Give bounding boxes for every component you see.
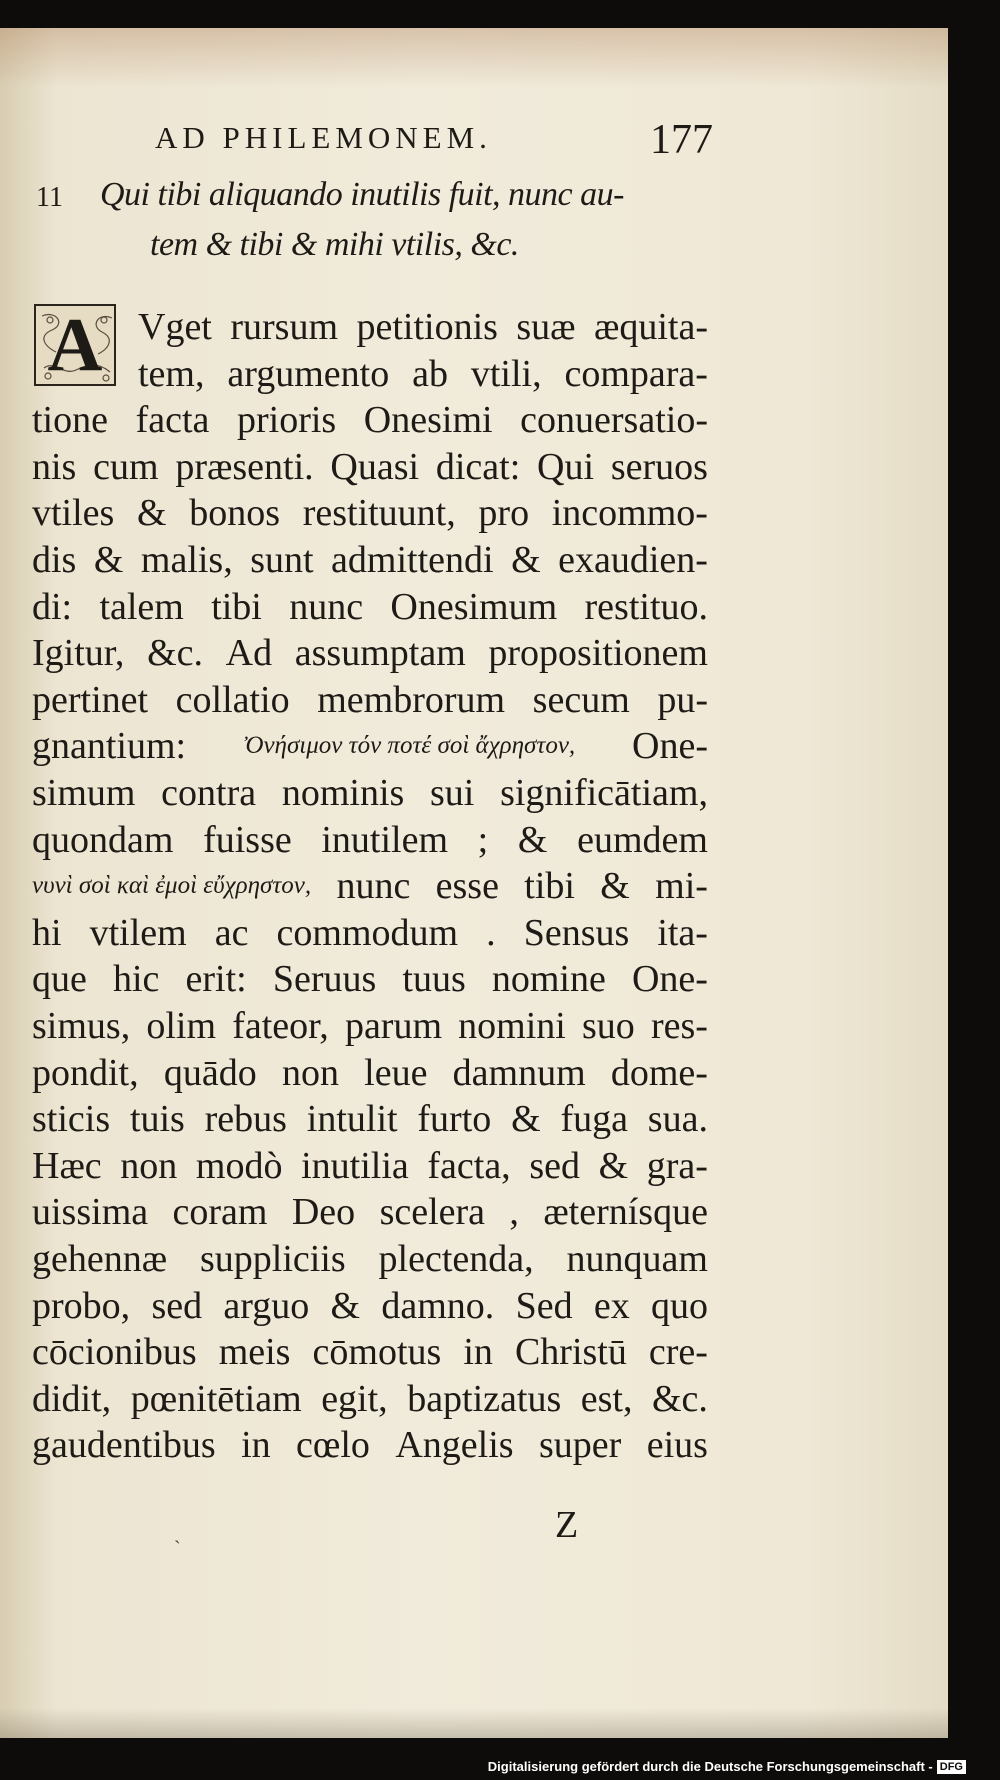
body-text-line <box>32 1236 708 1282</box>
word: suo <box>582 1005 635 1047</box>
word: bonos <box>189 492 281 535</box>
word: tibi <box>524 865 575 908</box>
body-text-line <box>32 397 708 443</box>
word: pro <box>478 492 530 535</box>
word: Igitur, <box>32 632 125 675</box>
word: Sed <box>515 1284 573 1327</box>
body-text-line <box>32 1376 708 1422</box>
body-text-line <box>32 817 708 863</box>
word: plectenda, <box>378 1238 534 1280</box>
word: probo, <box>32 1284 131 1327</box>
word: in <box>463 1331 493 1374</box>
word: baptizatus <box>407 1377 562 1420</box>
digitization-credit <box>488 1759 966 1774</box>
word: sunt <box>250 539 314 581</box>
word: One- <box>631 958 708 1001</box>
word: olim <box>146 1005 217 1047</box>
word: cōcionibus <box>32 1331 197 1374</box>
word: vtilem <box>89 911 187 954</box>
word: mi- <box>655 865 708 908</box>
dfg-logo: DFG <box>937 1760 966 1774</box>
word: inutilia <box>301 1144 409 1187</box>
word: & <box>517 818 548 861</box>
word: suæ <box>516 306 576 348</box>
word: propositionem <box>488 632 708 675</box>
word: arguo <box>223 1284 310 1327</box>
word: Ad <box>225 632 273 675</box>
word: inutilem <box>321 818 449 861</box>
body-text-line <box>32 956 708 1002</box>
body-text-line <box>32 910 708 956</box>
word: damno. <box>381 1284 495 1327</box>
page-number: 177 <box>650 117 713 163</box>
word: hic <box>112 958 160 1001</box>
word: coram <box>172 1191 268 1234</box>
word: sed <box>529 1144 580 1187</box>
word: & <box>93 539 124 581</box>
word: nis <box>32 445 77 488</box>
word: & <box>511 539 541 581</box>
word: in <box>241 1424 271 1467</box>
word: furto <box>417 1098 492 1141</box>
word: commodum <box>276 911 459 954</box>
word: Quasi <box>330 445 420 488</box>
word: res- <box>650 1005 708 1047</box>
word: petitionis <box>356 306 498 348</box>
word: talem <box>99 585 184 628</box>
word: Seruus <box>272 958 377 1001</box>
word: suppliciis <box>199 1238 346 1280</box>
word: est, <box>580 1377 633 1420</box>
body-text-line <box>32 1050 708 1096</box>
word: quādo <box>163 1051 257 1094</box>
word: malis, <box>140 539 233 581</box>
word: nomini <box>458 1005 566 1047</box>
word: fateor, <box>232 1005 329 1047</box>
body-text-line <box>32 1096 708 1142</box>
word: quo <box>651 1284 708 1327</box>
word: facta <box>135 399 210 442</box>
word: uissima <box>32 1191 149 1234</box>
drop-cap-letter: A <box>47 303 103 387</box>
credit-text: Digitalisierung gefördert durch die Deutsche Forschungsgemeinschaft - <box>487 1759 933 1774</box>
word: & <box>598 1144 629 1187</box>
word: tibi <box>211 585 262 628</box>
word: vtiles <box>32 492 115 535</box>
body-text-line <box>32 584 708 630</box>
body-text-line <box>32 770 708 816</box>
word: sed <box>151 1284 203 1327</box>
word: tuis <box>129 1098 185 1141</box>
word: Deo <box>291 1191 356 1234</box>
word: nunc <box>336 865 411 908</box>
word: gnantium: <box>32 725 187 768</box>
word: tione <box>32 399 108 442</box>
word: ac <box>214 911 249 954</box>
word: rursum <box>230 306 338 348</box>
word: facta, <box>427 1144 511 1187</box>
word: exaudien- <box>558 539 708 581</box>
word: præsenti. <box>175 445 314 488</box>
word: restituo. <box>584 585 708 628</box>
word: modò <box>195 1144 283 1187</box>
word: di: <box>32 585 73 628</box>
greek-phrase: νυνὶ σοὶ καὶ ἐμοὶ εὔχρηστον, <box>32 872 312 900</box>
word: æternísque <box>543 1191 708 1234</box>
word: cōmotus <box>312 1331 442 1374</box>
word: eumdem <box>577 818 708 861</box>
word: argumento <box>227 352 390 395</box>
word: rebus <box>204 1098 287 1141</box>
word: dis <box>32 539 77 581</box>
word: pertinet <box>32 678 149 721</box>
word: Christū <box>514 1331 627 1374</box>
word: One- <box>632 725 708 768</box>
verse-text-line: tem & tibi & mihi vtilis, &c. <box>150 226 519 263</box>
word: conuersatio- <box>520 399 708 442</box>
word: gehennæ <box>32 1238 168 1280</box>
word: Onesimi <box>363 399 493 442</box>
body-text-line <box>32 1422 708 1468</box>
word: Onesimum <box>390 585 558 628</box>
body-text-line <box>32 1189 708 1235</box>
word: tuus <box>402 958 466 1001</box>
word: non <box>120 1144 178 1187</box>
word: fuisse <box>203 818 292 861</box>
word: que <box>32 958 87 1001</box>
word: pœnitētiam <box>130 1377 302 1420</box>
word: , <box>509 1191 519 1234</box>
word: ab <box>412 352 448 395</box>
word: eius <box>646 1424 708 1467</box>
word: & <box>137 492 167 535</box>
word: vtili, <box>470 352 542 395</box>
word: ; <box>477 818 489 861</box>
word: non <box>281 1051 339 1094</box>
word: nunc <box>289 585 364 628</box>
word: incommo- <box>551 492 708 535</box>
word: pu- <box>657 678 708 721</box>
word: quondam <box>32 818 174 861</box>
word: gra- <box>646 1144 708 1187</box>
body-text-line <box>138 304 708 350</box>
word: admittendi <box>331 539 494 581</box>
word: esse <box>435 865 499 908</box>
word: cœlo <box>296 1424 370 1467</box>
word: ita- <box>657 911 708 954</box>
word: & <box>600 865 630 908</box>
word: compara- <box>564 352 708 395</box>
word: Vget <box>138 306 212 348</box>
word: simus, <box>32 1005 131 1047</box>
word: egit, <box>321 1377 388 1420</box>
word: nominis <box>281 772 405 814</box>
body-text-line <box>138 351 708 397</box>
body-text-line <box>32 723 708 769</box>
word: Sensus <box>523 911 630 954</box>
word: erit: <box>185 958 247 1001</box>
word: leue <box>364 1051 428 1094</box>
word: secum <box>532 678 630 721</box>
word: assumptam <box>294 632 466 675</box>
word: &c. <box>147 632 203 675</box>
body-text-line <box>32 537 708 583</box>
body-text-line <box>32 444 708 490</box>
word: tem, <box>138 352 205 395</box>
word: super <box>538 1424 622 1467</box>
word: didit, <box>32 1377 112 1420</box>
word: dome- <box>610 1051 708 1094</box>
word: sui <box>430 772 475 814</box>
word: simum <box>32 772 136 814</box>
word: . <box>486 911 496 954</box>
word: nunquam <box>566 1238 708 1280</box>
signature-mark: Z <box>555 1504 579 1546</box>
body-text-line <box>32 863 708 909</box>
word: ex <box>593 1284 630 1327</box>
word: gaudentibus <box>32 1424 216 1467</box>
word: & <box>330 1284 361 1327</box>
word: meis <box>218 1331 291 1374</box>
word: Hæc <box>32 1144 102 1187</box>
word: sua. <box>647 1098 708 1141</box>
running-header: AD PHILEMONEM. <box>155 120 492 155</box>
verse-number: 11 <box>36 182 63 213</box>
body-text-line <box>32 1329 708 1375</box>
word: &c. <box>652 1377 708 1420</box>
greek-phrase: Ὀνήσιμον τόν ποτέ σοὶ ἄχρηστον, <box>242 732 576 760</box>
word: nomine <box>491 958 606 1001</box>
body-text-line <box>32 1143 708 1189</box>
body-text-line <box>32 630 708 676</box>
body-text-line <box>32 1283 708 1329</box>
word: seruos <box>610 445 708 488</box>
body-text-line <box>32 1003 708 1049</box>
stray-ink-mark: ˏ <box>174 1522 181 1544</box>
word: contra <box>161 772 257 814</box>
word: restituunt, <box>302 492 456 535</box>
word: & <box>511 1098 541 1141</box>
word: cum <box>93 445 159 488</box>
word: hi <box>32 911 62 954</box>
word: damnum <box>452 1051 586 1094</box>
word: Qui <box>537 445 595 488</box>
word: significātiam, <box>500 772 708 814</box>
word: membrorum <box>317 678 506 721</box>
word: prioris <box>236 399 337 442</box>
word: parum <box>344 1005 443 1047</box>
body-text-line <box>32 490 708 536</box>
decorated-initial <box>34 304 116 386</box>
word: dicat: <box>435 445 521 488</box>
word: intulit <box>306 1098 398 1141</box>
word: sticis <box>32 1098 111 1141</box>
word: collatio <box>175 678 290 721</box>
word: cre- <box>648 1331 708 1374</box>
word: fuga <box>560 1098 628 1141</box>
verse-text-line: Qui tibi aliquando inutilis fuit, nunc au- <box>100 176 624 213</box>
word: Angelis <box>395 1424 514 1467</box>
word: æquita- <box>594 306 708 348</box>
body-text-line <box>32 677 708 723</box>
word: scelera <box>379 1191 486 1234</box>
word: pondit, <box>32 1051 139 1094</box>
